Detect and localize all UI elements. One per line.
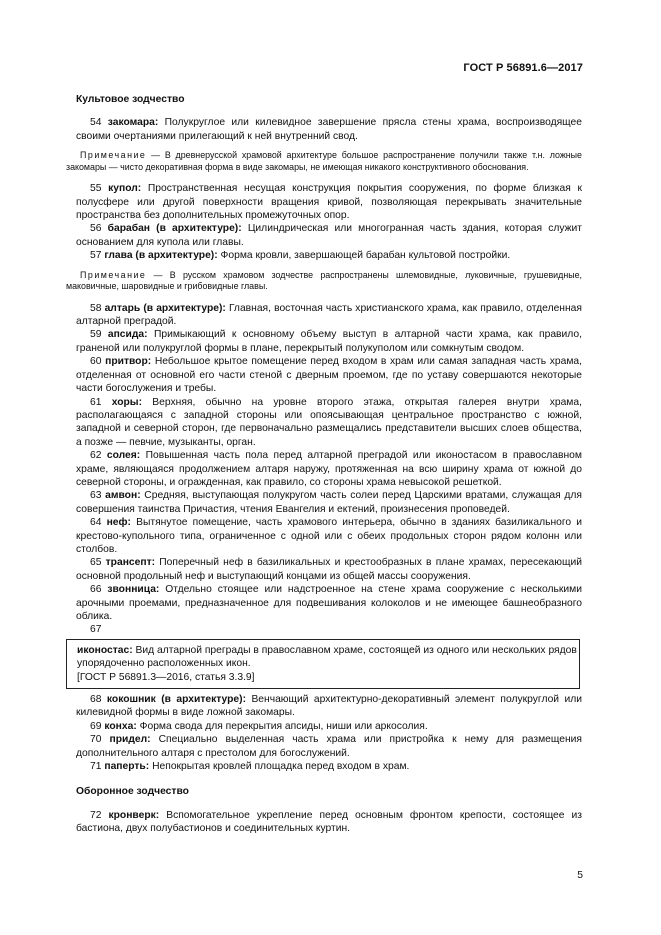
term-name: звонница: <box>107 584 160 596</box>
term-name: неф: <box>106 517 131 529</box>
term-57: 57 глава (в архитектуре): Форма кровли, завершающей барабан культовой постройки. <box>90 250 511 262</box>
term-definition: Цилиндрическая или многогранная часть здания, которая служит основанием для купола или главы. <box>76 223 582 248</box>
term-name: кронверк: <box>108 809 160 821</box>
term-definition: Вид алтарной преграды в православном храме, состоящей из одного или нескольких рядов упорядоченно расположенных икон. <box>77 644 577 670</box>
term-definition: Специально выделенная часть храма или пристройка к нему для размещения дополнительного алтаря с престолом для богослужений. <box>76 734 582 759</box>
standard-code: ГОСТ Р 56891.6—2017 <box>463 62 583 74</box>
note-text: — В русском храмовом зодчестве распространены шлемовидные, луковичные, грушевидные, маковичные, шаровидные и грибовидные главы. <box>66 269 582 292</box>
term-name: кокошник (в архитектуре): <box>106 694 247 706</box>
term-definition: Небольшое крытое помещение перед входом в храм или самая западная часть храма, отделенная от основной его части стеной с дверным проемом, где по уставу совершаются некоторые части богослужения и требы. <box>76 356 582 395</box>
term-definition: Полукруглое или килевидное завершение прясла стены храма, воспроизводящее своими очертаниями прилегающий к ней внутренний свод. <box>76 117 582 142</box>
note-text: — В древнерусской храмовой архитектуре большое распространение получили также т.н. ложные закомары — чисто декоративная форма в виде закомары, не имеющая никакого конструктивного обоснования. <box>66 150 582 172</box>
term-definition: Непокрытая кровлей площадка перед входом в храм. <box>152 761 410 773</box>
term-67-reference: [ГОСТ Р 56891.3—2016, статья 3.3.9] <box>77 671 255 683</box>
term-70: 70 придел: Специально выделенная часть храма или пристройка к нему для размещения дополнительного алтаря с престолом для богослужений. <box>76 734 582 759</box>
term-definition: Повышенная часть пола перед алтарной преградой или иконостасом в православном храме, являющаяся продолжением алтаря наружу, протяженная на всю ширину храма от южной до северной стороны, и огражденная, как правило, со стороны храма невысокой решеткой. <box>76 450 582 488</box>
term-name: придел: <box>109 734 151 746</box>
term-name: алтарь (в архитектуре): <box>104 302 226 314</box>
term-54: 54 закомара: Полукруглое или килевидное завершение прясла стены храма, воспроизводящее своими очертаниями прилегающий к ней внутренний свод. <box>76 117 582 142</box>
term-definition: Примыкающий к основному объему выступ в алтарной части храма, как правило, граненой или полукруглой формы в плане, перекрытый полукуполом или сомкнутым сводом. <box>76 329 582 354</box>
term-name: амвон: <box>105 490 141 502</box>
term-60: 60 притвор: Небольшое крытое помещение перед входом в храм или самая западная часть храма, отделенная от основной его части стеной с дверным проемом, где по уставу совершаются некоторые части богослужения и требы. <box>76 356 582 395</box>
term-name: апсида: <box>107 329 148 341</box>
term-name: хоры: <box>111 396 143 408</box>
term-64: 64 неф: Вытянутое помещение, часть храмового интерьера, обычно в зданиях базиликального и крестово-купольного типа, ограниченное с одной или с обеих продольных сторон рядом колонн или столбов. <box>76 517 582 555</box>
term-name: солея: <box>106 450 141 462</box>
note-57 <box>66 270 582 293</box>
term-55: 55 купол: Пространственная несущая конструкция покрытия сооружения, по форме близкая к полусфере или другой поверхности вращения кривой, позволяющая перекрывать значительные пространства без дополнительных промежуточных опор. <box>76 183 582 222</box>
document-body <box>66 93 582 836</box>
term-name: барабан (в архитектуре): <box>107 223 242 235</box>
term-67-box <box>66 639 580 689</box>
term-65: 65 трансепт: Поперечный неф в базиликальных и крестообразных в плане храмах, пересекающий основной продольный неф и выступающий концами из общей массы сооружения. <box>76 557 582 582</box>
term-definition: Вспомогательное укрепление перед основным фронтом крепости, состоящее из бастиона, двух полубастионов и соединительных куртин. <box>76 809 582 835</box>
term-definition: Главная, восточная часть христианского храма, как правило, отделенная алтарной преградой. <box>76 302 582 328</box>
term-name: иконостас: <box>77 644 133 656</box>
note-label: Примечание <box>80 150 147 161</box>
term-definition: Форма кровли, завершающей барабан культовой постройки. <box>220 250 511 262</box>
term-61: 61 хоры: Верхняя, обычно на уровне второго этажа, открытая галерея внутри храма, располагающаяся с западной стороны или опоясывающая центральное пространство с южной, западной и северной сторон, где первоначально размещались представители высших слоев общества, а позже — певчие, музыканты, орган. <box>76 396 582 448</box>
term-definition: Форма свода для перекрытия апсиды, ниши или аркосолия. <box>139 720 428 732</box>
term-definition: Вытянутое помещение, часть храмового интерьера, обычно в зданиях базиликального и крестово-купольного типа, ограниченное с одной или с обеих продольных сторон рядом колонн или столбов. <box>76 517 582 555</box>
term-69: 69 конха: Форма свода для перекрытия апсиды, ниши или аркосолия. <box>90 720 428 732</box>
term-definition: Верхняя, обычно на уровне второго этажа, открытая галерея внутри храма, располагающаяся с западной стороны или опоясывающая центральное пространство с южной, западной и северной сторон, где первоначально размещались представители высших слоев общества, а позже — певчие, музыканты, орган. <box>76 396 582 448</box>
term-58: 58 алтарь (в архитектуре): Главная, восточная часть христианского храма, как правило, отделенная алтарной преградой. <box>76 302 582 328</box>
note-label: Примечание <box>80 269 147 280</box>
term-59: 59 апсида: Примыкающий к основному объему выступ в алтарной части храма, как правило, граненой или полукруглой формы в плане, перекрытый полукуполом или сомкнутым сводом. <box>76 329 582 354</box>
term-67-number: 67 <box>90 624 102 636</box>
term-66: 66 звонница: Отдельно стоящее или надстроенное на стене храма сооружение с несколькими арочными проемами, предназначенное для подвешивания колоколов и не имеющее башнеобразного облика. <box>76 584 582 622</box>
term-68: 68 кокошник (в архитектуре): Венчающий архитектурно-декоративный элемент полукруглой или килевидной формы в виде ложной закомары. <box>76 694 582 719</box>
term-72: 72 кронверк: Вспомогательное укрепление перед основным фронтом крепости, состоящее из бастиона, двух полубастионов и соединительных куртин. <box>76 809 582 835</box>
term-name: глава (в архитектуре): <box>104 250 218 262</box>
term-71: 71 паперть: Непокрытая кровлей площадка перед входом в храм. <box>90 761 410 773</box>
term-definition: Поперечный неф в базиликальных и крестообразных в плане храмах, пересекающий основной продольный неф и выступающий концами из общей массы сооружения. <box>76 557 582 582</box>
term-name: закомара: <box>107 117 159 129</box>
term-definition: Венчающий архитектурно-декоративный элемент полукруглой или килевидной формы в виде ложной закомары. <box>76 694 582 719</box>
term-56: 56 барабан (в архитектуре): Цилиндрическая или многогранная часть здания, которая служит основанием для купола или главы. <box>76 223 582 248</box>
term-62: 62 солея: Повышенная часть пола перед алтарной преградой или иконостасом в православном храме, являющаяся продолжением алтаря наружу, протяженная на всю ширину храма от южной до северной стороны, и огражденная, как правило, со стороны храма невысокой решеткой. <box>76 450 582 488</box>
term-67 <box>77 644 579 671</box>
page-number: 5 <box>577 870 583 881</box>
section-title-defense: Оборонное зодчество <box>76 786 189 798</box>
term-name: трансепт: <box>105 557 156 569</box>
term-name: конха: <box>104 720 137 732</box>
term-63: 63 амвон: Средняя, выступающая полукругом часть солеи перед Царскими вратами, служащая для совершения таинства Причастия, чтения Евангелия и ектений, произнесения проповедей. <box>76 490 582 515</box>
term-name: купол: <box>108 183 142 195</box>
term-name: паперть: <box>104 761 150 773</box>
term-definition: Пространственная несущая конструкция покрытия сооружения, по форме близкая к полусфере или другой поверхности вращения кривой, позволяющая перекрывать значительные пространства без дополнительных промежуточных опор. <box>76 183 582 222</box>
term-definition: Средняя, выступающая полукругом часть солеи перед Царскими вратами, служащая для совершения таинства Причастия, чтения Евангелия и ектений, произнесения проповедей. <box>76 490 582 515</box>
section-title-cult: Культовое зодчество <box>76 94 185 105</box>
term-definition: Отдельно стоящее или надстроенное на стене храма сооружение с несколькими арочными проемами, предназначенное для подвешивания колоколов и не имеющее башнеобразного облика. <box>76 584 582 622</box>
note-54 <box>66 150 582 173</box>
term-name: притвор: <box>105 356 152 368</box>
